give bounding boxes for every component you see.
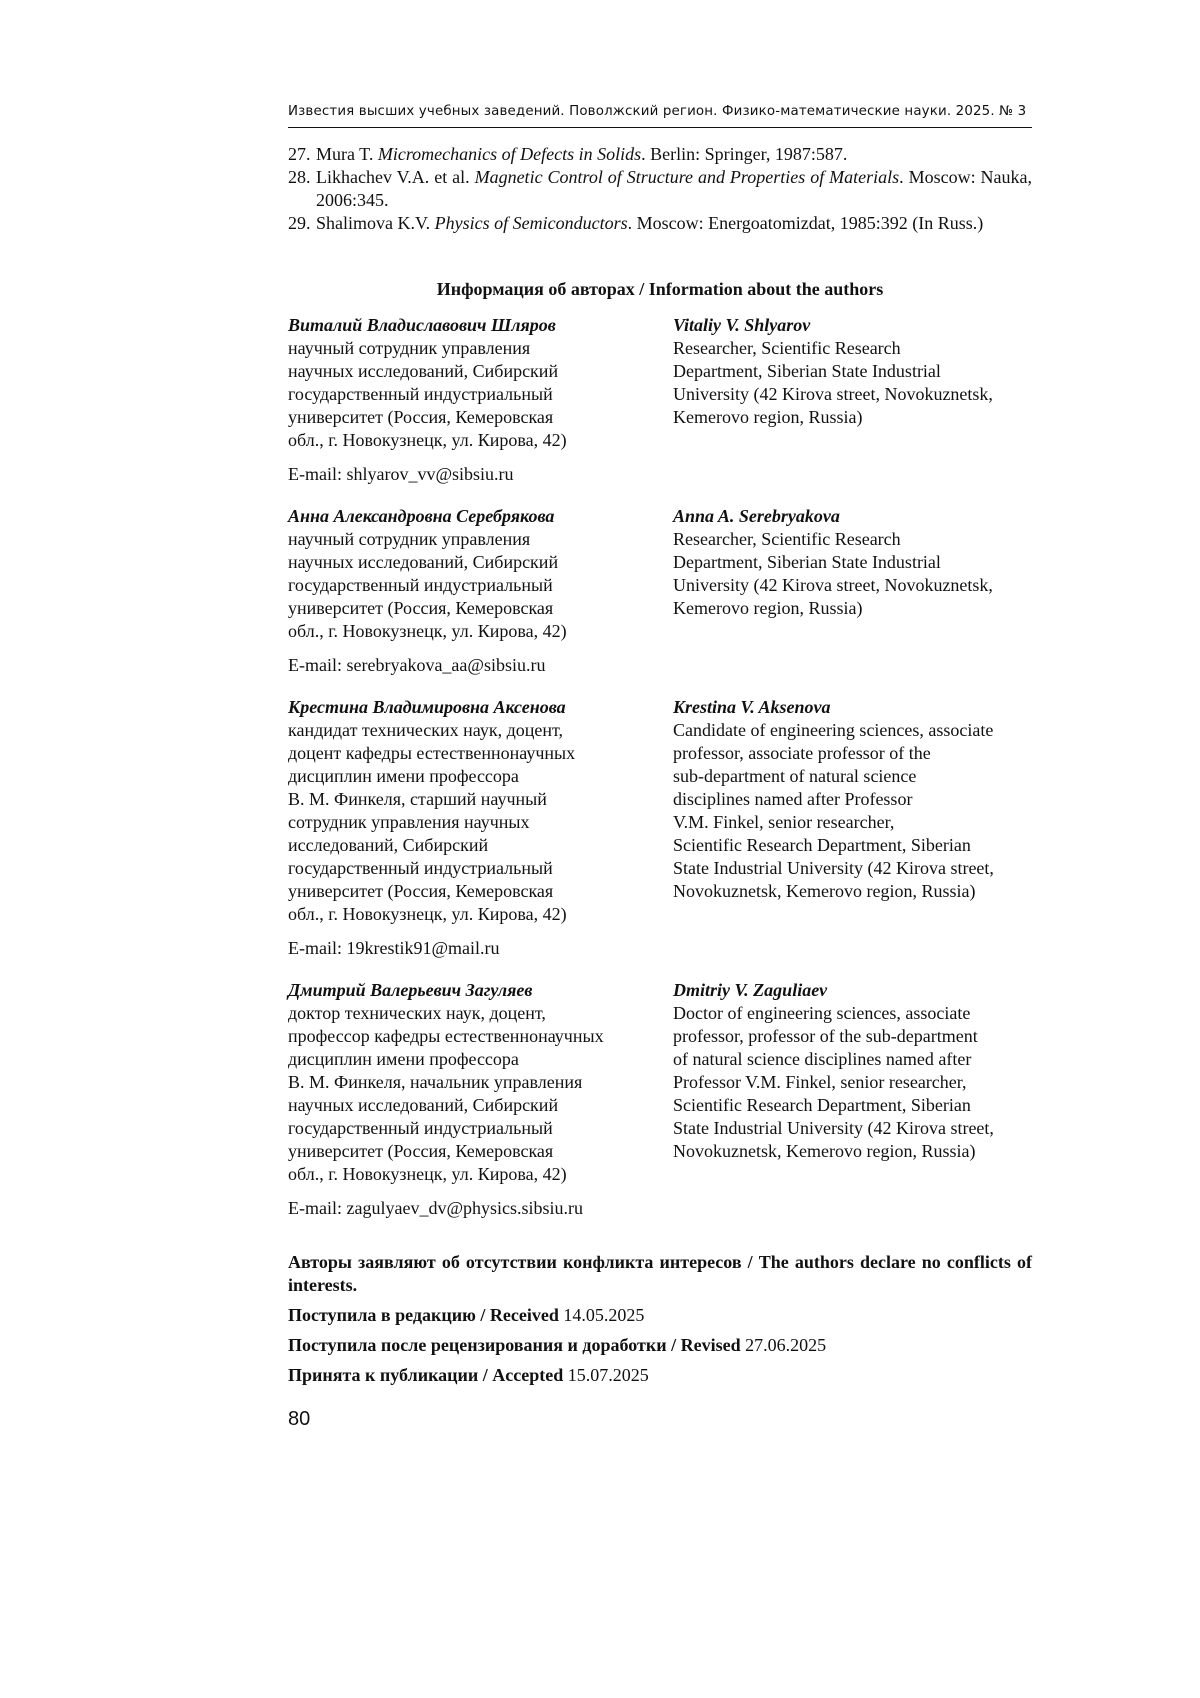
authors-section-title: Информация об авторах / Information about the authors [436,279,884,299]
reference-title: Magnetic Control of Structure and Properties of Materials [474,167,900,187]
email-address[interactable]: serebryakova_aa@sibsiu.ru [346,655,546,675]
received-date-line [288,1304,1032,1327]
author-en-column [673,979,1032,1220]
page-number: 80 [288,1408,311,1430]
conflict-of-interest-statement: Авторы заявляют об отсутствии конфликта интересов / The authors declare no conflicts of interests. [288,1252,1032,1295]
author-ru-name: Анна Александровна Серебрякова [288,506,555,526]
author-ru-name: Виталий Владиславович Шляров [288,315,556,335]
author-email: E-mail: serebryakova_aa@sibsiu.ru [288,655,546,675]
author-entry [288,314,1032,486]
received-date: 14.05.2025 [563,1305,645,1325]
accepted-date-line [288,1364,1032,1387]
author-email: E-mail: zagulyaev_dv@physics.sibsiu.ru [288,1198,584,1218]
author-en-affiliation: Doctor of engineering sciences, associate professor, professor of the sub-department of natural science disciplines named after Professor V.M. Finkel, senior researcher, Scientific Research Department, Siberian State Industrial University (42 Kirova street, Novokuznetsk, Kemerovo region, Russia) [673,1003,994,1161]
email-address[interactable]: shlyarov_vv@sibsiu.ru [346,464,514,484]
email-address[interactable]: zagulyaev_dv@physics.sibsiu.ru [346,1198,584,1218]
reference-number: 28. [288,167,311,187]
author-ru-column [288,505,673,677]
journal-page [288,0,1032,1698]
author-en-affiliation: Researcher, Scientific Research Department, Siberian State Industrial University (42 Kirova street, Novokuznetsk, Kemerovo region, Russia) [673,338,993,427]
author-entry [288,979,1032,1220]
author-ru-affiliation: кандидат технических наук, доцент, доцент кафедры естественнонаучных дисциплин имени профессора В. М. Финкеля, старший научный сотрудник управления научных исследований, Сибирский государственный индустриальный университет (Россия, Кемеровская обл., г. Новокузнецк, ул. Кирова, 42) [288,720,576,924]
accepted-label: Принята к публикации / Accepted [288,1365,564,1385]
reference-item [288,143,1032,166]
author-en-name: Anna A. Serebryakova [673,506,840,526]
reference-text: Likhachev V.A. et al. Magnetic Control of Structure and Properties of Materials. Moscow: Nauka, 2006:345. [316,167,1033,210]
article-dates-block [288,1251,1032,1387]
author-ru-column [288,696,673,960]
revised-date: 27.06.2025 [745,1335,827,1355]
email-address[interactable]: 19krestik91@mail.ru [346,938,500,958]
author-email: E-mail: shlyarov_vv@sibsiu.ru [288,464,514,484]
authors-info [288,314,1032,1220]
author-en-name: Krestina V. Aksenova [673,697,831,717]
author-ru-column [288,314,673,486]
accepted-date: 15.07.2025 [567,1365,649,1385]
revised-date-line [288,1334,1032,1357]
author-en-affiliation: Candidate of engineering sciences, associate professor, associate professor of the sub-department of natural science disciplines named after Professor V.M. Finkel, senior researcher, Scientific Research Department, Siberian State Industrial University (42 Kirova street, Novokuznetsk, Kemerovo region, Russia) [673,720,994,901]
author-email: E-mail: 19krestik91@mail.ru [288,938,500,958]
author-en-name: Vitaliy V. Shlyarov [673,315,811,335]
author-ru-affiliation: научный сотрудник управления научных исследований, Сибирский государственный индустриальный университет (Россия, Кемеровская обл., г. Новокузнецк, ул. Кирова, 42) [288,338,567,450]
reference-item [288,166,1032,212]
author-ru-name: Дмитрий Валерьевич Загуляев [288,980,533,1000]
author-ru-affiliation: доктор технических наук, доцент, профессор кафедры естественнонаучных дисциплин имени профессора В. М. Финкеля, начальник управления научных исследований, Сибирский государственный индустриальный университет (Россия, Кемеровская обл., г. Новокузнецк, ул. Кирова, 42) [288,1003,604,1184]
reference-item [288,212,1032,235]
author-en-column [673,505,1032,677]
reference-title: Physics of Semiconductors [434,213,628,233]
running-title: Известия высших учебных заведений. Поволжский регион. Физико-математические науки. 2025. № 3 [288,100,1032,128]
reference-number: 27. [288,144,311,164]
author-en-column [673,696,1032,960]
author-entry [288,696,1032,960]
received-label: Поступила в редакцию / Received [288,1305,559,1325]
author-ru-column [288,979,673,1220]
author-en-name: Dmitriy V. Zaguliaev [673,980,828,1000]
revised-label: Поступила после рецензирования и доработки / Revised [288,1335,741,1355]
reference-text: Mura T. Micromechanics of Defects in Solids. Berlin: Springer, 1987:587. [316,144,848,164]
reference-title: Micromechanics of Defects in Solids [377,144,642,164]
reference-number: 29. [288,213,311,233]
author-en-column [673,314,1032,486]
reference-text: Shalimova K.V. Physics of Semiconductors. Moscow: Energoatomizdat, 1985:392 (In Russ.) [316,213,984,233]
reference-list [288,143,1032,235]
author-ru-affiliation: научный сотрудник управления научных исследований, Сибирский государственный индустриальный университет (Россия, Кемеровская обл., г. Новокузнецк, ул. Кирова, 42) [288,529,567,641]
author-ru-name: Крестина Владимировна Аксенова [288,697,566,717]
author-en-affiliation: Researcher, Scientific Research Department, Siberian State Industrial University (42 Kirova street, Novokuznetsk, Kemerovo region, Russia) [673,529,993,618]
author-entry [288,505,1032,677]
